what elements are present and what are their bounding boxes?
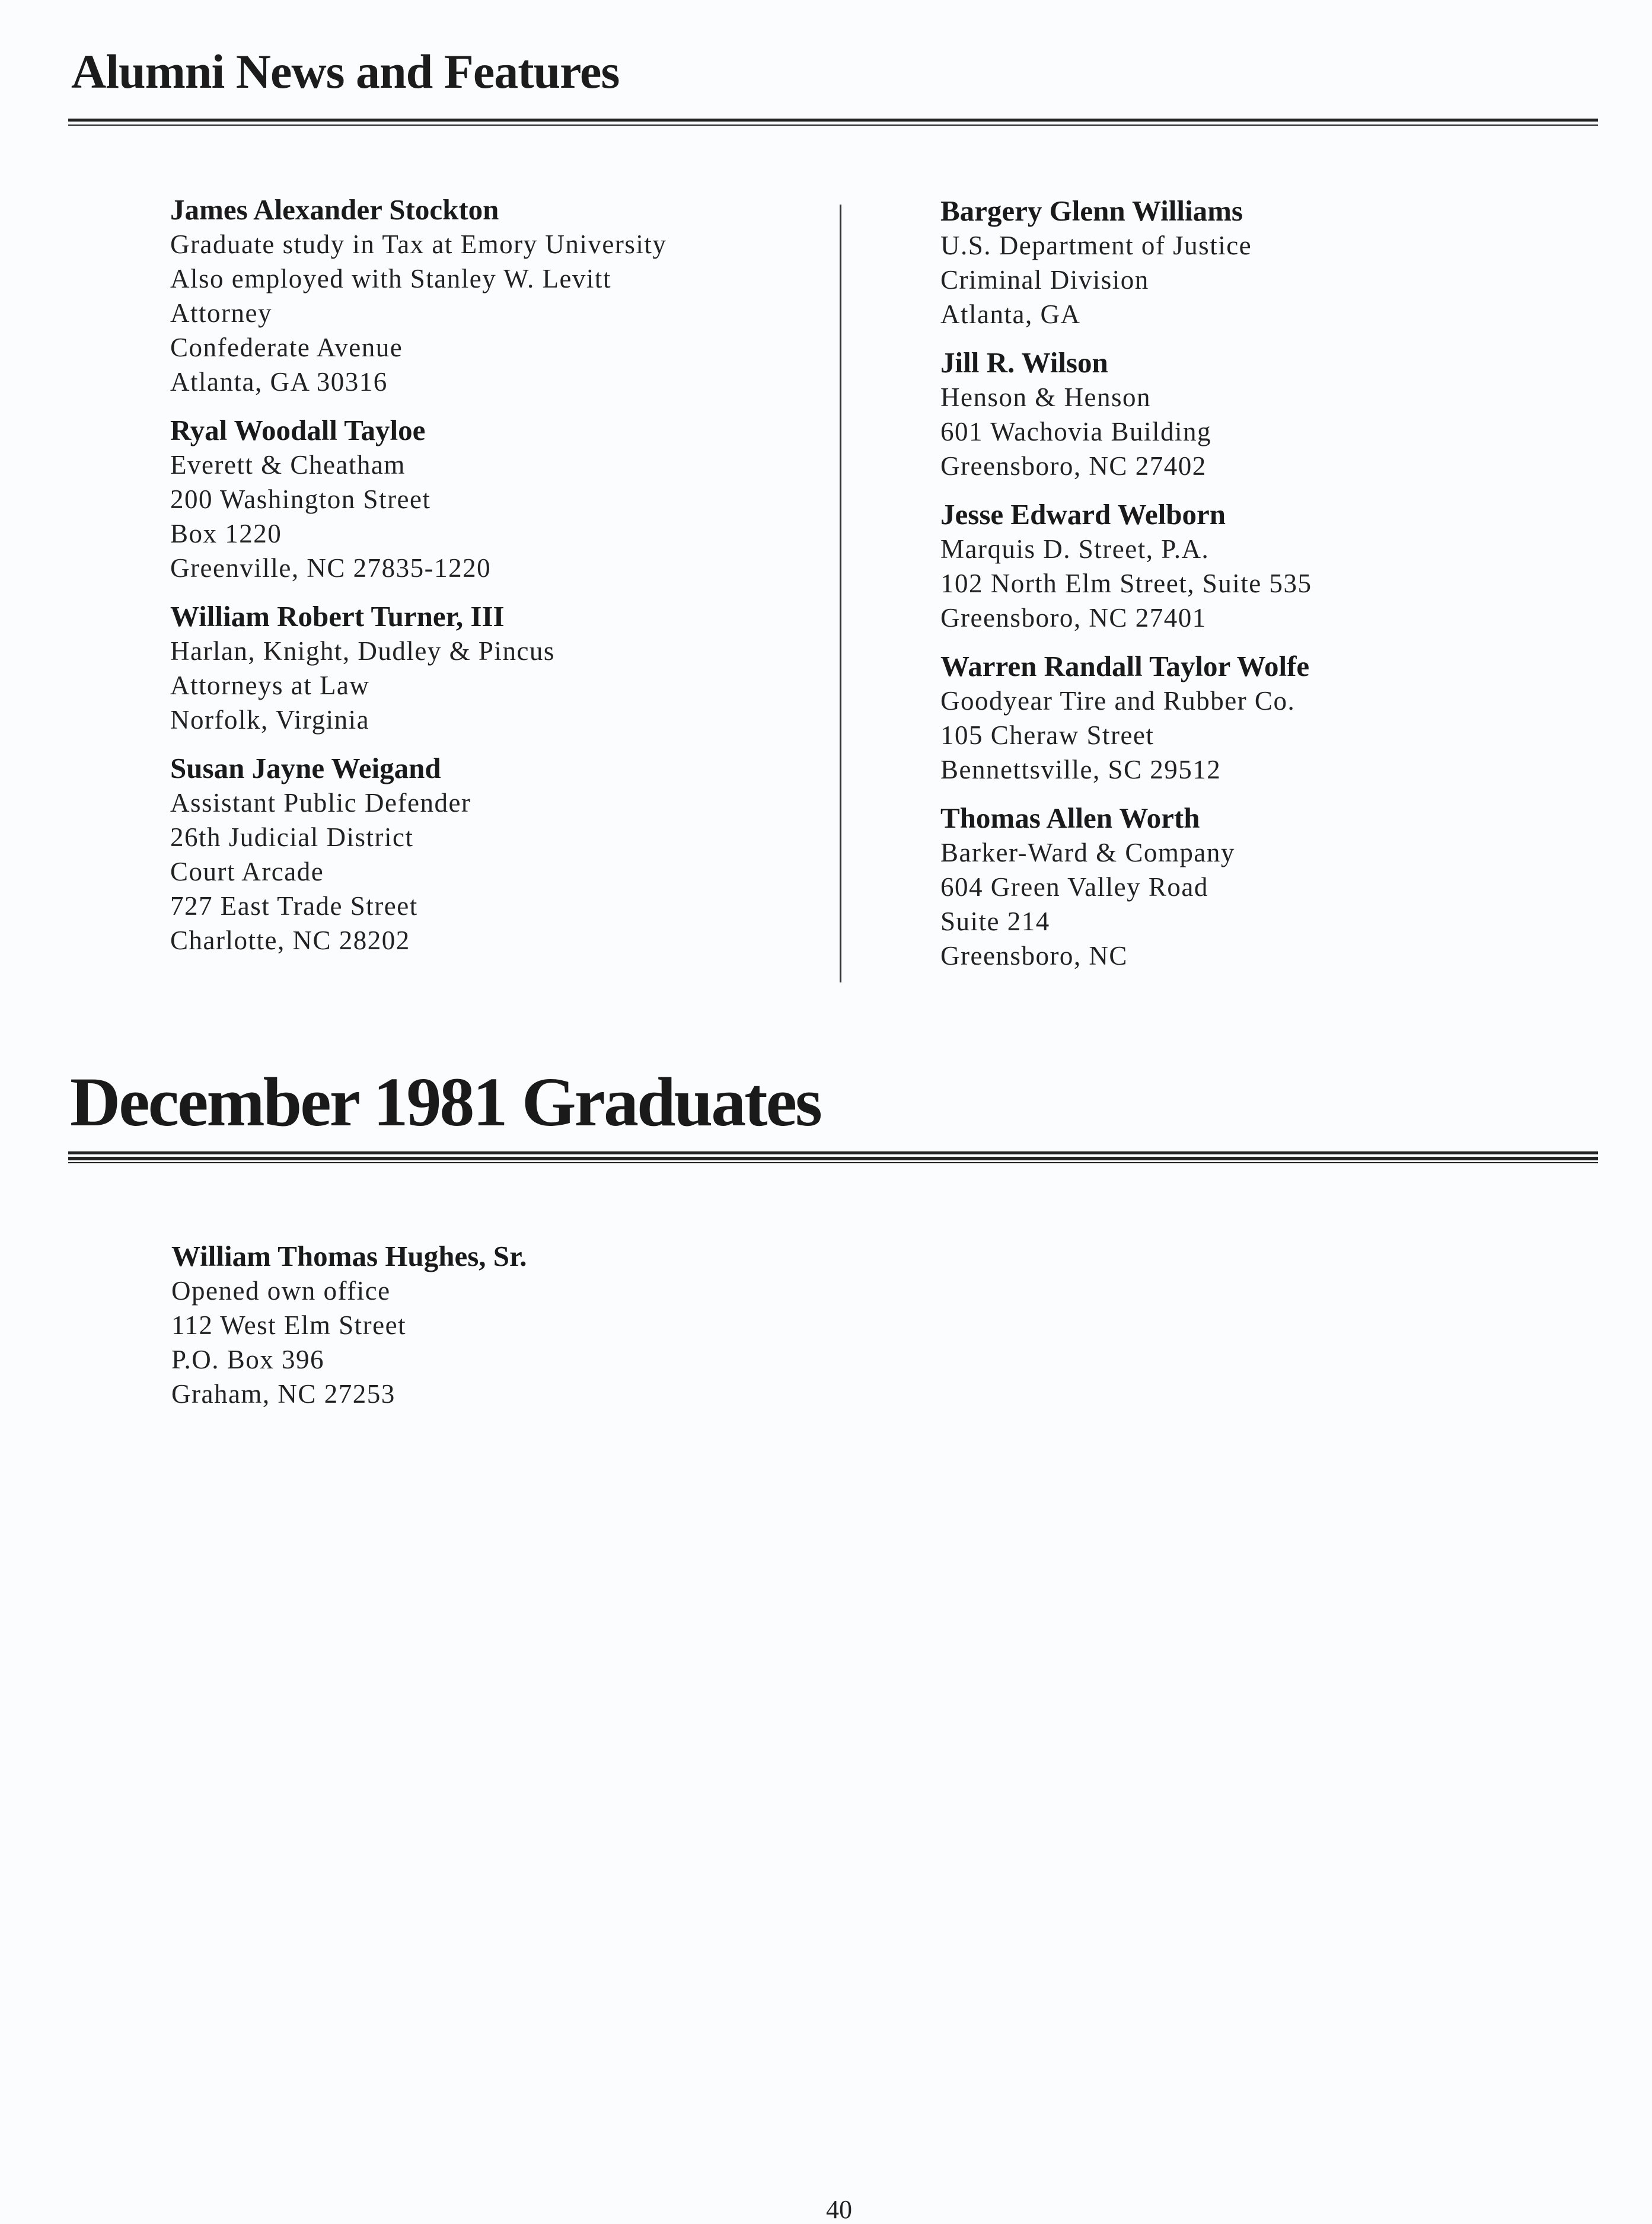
page-header-title: Alumni News and Features [71, 44, 620, 98]
alumni-detail: 102 North Elm Street, Suite 535 [940, 569, 1312, 598]
alumni-detail: 604 Green Valley Road [940, 872, 1208, 902]
alumni-detail: Assistant Public Defender [170, 788, 471, 818]
alumni-name: Bargery Glenn Williams [940, 194, 1243, 227]
alumni-detail: 26th Judicial District [170, 822, 414, 852]
alumni-detail: Atlanta, GA 30316 [170, 367, 388, 397]
graduate-name: William Thomas Hughes, Sr. [171, 1240, 527, 1272]
alumni-detail: Greensboro, NC 27401 [940, 603, 1207, 633]
section-rule-thin [68, 1162, 1598, 1163]
alumni-entry [940, 346, 1533, 483]
alumni-detail: 601 Wachovia Building [940, 417, 1212, 446]
alumni-name: James Alexander Stockton [170, 193, 499, 226]
alumni-entry [940, 801, 1533, 973]
header-rule-thin [68, 125, 1598, 126]
page-number: 40 [826, 2195, 852, 2224]
graduate-detail: Graham, NC 27253 [171, 1379, 396, 1409]
alumni-detail: U.S. Department of Justice [940, 231, 1252, 260]
alumni-detail: Bennettsville, SC 29512 [940, 755, 1222, 784]
alumni-detail: Graduate study in Tax at Emory University [170, 229, 667, 259]
section-title-december-graduates: December 1981 Graduates [70, 1063, 821, 1141]
alumni-detail: Also employed with Stanley W. Levitt [170, 264, 611, 293]
alumni-name: Jill R. Wilson [940, 346, 1108, 379]
alumni-name: Warren Randall Taylor Wolfe [940, 650, 1310, 682]
alumni-detail: Marquis D. Street, P.A. [940, 534, 1210, 564]
alumni-detail: 105 Cheraw Street [940, 720, 1155, 750]
alumni-detail: Confederate Avenue [170, 333, 403, 362]
alumni-detail: Greenville, NC 27835-1220 [170, 553, 492, 583]
graduate-entry [171, 1239, 824, 1411]
column-divider [840, 205, 841, 982]
right-column [940, 194, 1533, 987]
alumni-detail: Henson & Henson [940, 382, 1151, 412]
graduate-detail: Opened own office [171, 1276, 391, 1306]
alumni-detail: Box 1220 [170, 519, 282, 548]
alumni-detail: Harlan, Knight, Dudley & Pincus [170, 636, 555, 666]
alumni-detail: 200 Washington Street [170, 484, 431, 514]
alumni-name: Jesse Edward Welborn [940, 498, 1226, 531]
december-graduates-list [171, 1239, 824, 1425]
alumni-name: Thomas Allen Worth [940, 802, 1200, 834]
alumni-detail: Norfolk, Virginia [170, 705, 370, 735]
graduate-detail: P.O. Box 396 [171, 1345, 325, 1374]
alumni-entry [170, 413, 763, 585]
section-rule-thick [68, 1157, 1598, 1160]
alumni-name: Susan Jayne Weigand [170, 752, 441, 784]
alumni-detail: Attorney [170, 298, 272, 328]
left-column [170, 193, 763, 972]
section-rule [68, 1151, 1598, 1154]
alumni-entry [940, 497, 1533, 635]
graduate-detail: 112 West Elm Street [171, 1310, 407, 1340]
alumni-name: William Robert Turner, III [170, 600, 505, 633]
alumni-detail: Barker-Ward & Company [940, 838, 1235, 867]
header-rule [68, 119, 1598, 122]
alumni-detail: Greensboro, NC [940, 941, 1128, 971]
alumni-detail: Charlotte, NC 28202 [170, 926, 410, 955]
alumni-entry [170, 751, 763, 958]
alumni-detail: Suite 214 [940, 907, 1050, 936]
alumni-detail: Attorneys at Law [170, 671, 370, 700]
alumni-entry [170, 193, 763, 399]
alumni-detail: 727 East Trade Street [170, 891, 418, 921]
alumni-detail: Criminal Division [940, 265, 1149, 295]
alumni-name: Ryal Woodall Tayloe [170, 414, 426, 446]
alumni-detail: Everett & Cheatham [170, 450, 406, 480]
alumni-entry [940, 194, 1533, 331]
alumni-detail: Atlanta, GA [940, 299, 1081, 329]
alumni-detail: Greensboro, NC 27402 [940, 451, 1207, 481]
alumni-entry [170, 599, 763, 737]
alumni-entry [940, 649, 1533, 787]
alumni-detail: Goodyear Tire and Rubber Co. [940, 686, 1296, 716]
alumni-detail: Court Arcade [170, 857, 324, 886]
